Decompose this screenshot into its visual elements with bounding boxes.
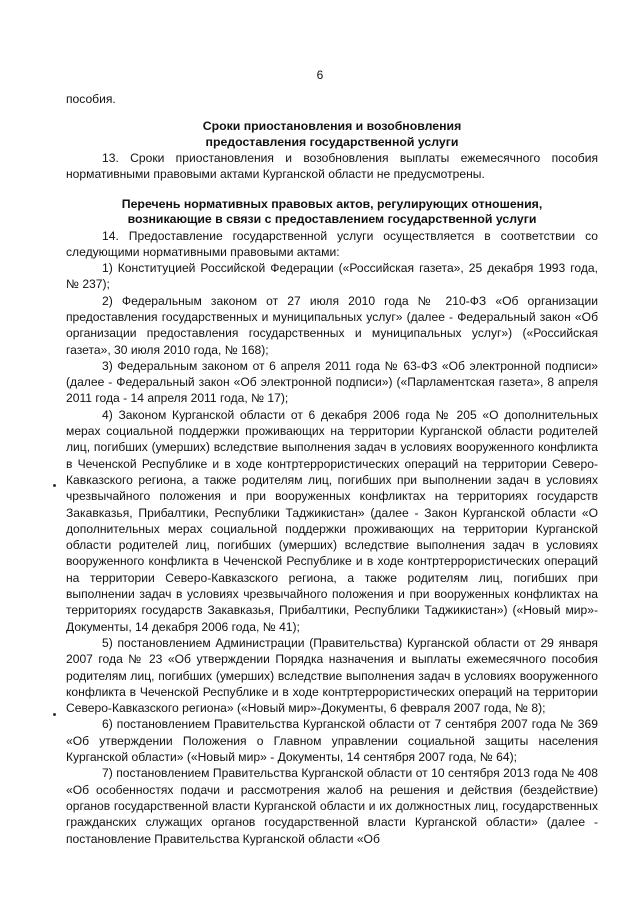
section-heading-legal-acts: [66, 197, 598, 228]
list-item-resolution-23: 5) постановлением Администрации (Правительства) Курганской области от 29 января 2007 года № 23 «Об утверждении Порядка назначения и выплаты ежемесячного пособия родителям лиц, погибших (умерших) вследствие выполнения задач в условиях вооруженного конфликта в Чеченской Республике и в ходе контртеррористических операций на территории Северо-Кавказского региона» («Новый мир»-Документы, 6 февраля 2007 года, № 8);: [66, 635, 598, 716]
heading-line: Перечень нормативных правовых актов, регулирующих отношения,: [121, 196, 543, 211]
paragraph-13: 13. Сроки приостановления и возобновления выплаты ежемесячного пособия нормативными правовыми актами Курганской области не предусмотрены.: [66, 151, 598, 182]
list-item-federal-law-63: 3) Федеральным законом от 6 апреля 2011 года № 63-ФЗ «Об электронной подписи» (далее - Федеральный закон «Об электронной подписи») («Парламентская газета», 8 апреля 2011 года - 14 апреля 2011 года, № 17);: [66, 358, 598, 406]
binder-hole-mark: [53, 484, 56, 487]
page-number: 6: [316, 68, 324, 82]
document-body: [66, 91, 598, 847]
list-item-regional-law-205: 4) Законом Курганской области от 6 декабря 2006 года № 205 «О дополнительных мерах социальной поддержки проживающих на территории Курганской области родителей лиц, погибших (умерших) вследствие выполнения задач в условиях вооруженного конфликта в Чеченской Республике и в ходе контртеррористических операций на территории Северо-Кавказского региона, а также родителям лиц, погибших при выполнении задач в условиях чрезвычайного положения и при вооруженных конфликтах на территориях государств Закавказья, Прибалтики, Республики Таджикистан» (далее - Закон Курганской области «О дополнительных мерах социальной поддержки проживающих на территории Курганской области родителей лиц, погибших (умерших) вследствие выполнения задач в условиях вооруженного конфликта в Чеченской Республике и в ходе контртеррористических операций на территории Северо-Кавказского региона, а также родителям лиц, погибших при выполнении задач в условиях чрезвычайного положения и при вооруженных конфликтах на территориях государств Закавказья, Прибалтики, Республики Таджикистан») («Новый мир»-Документы, 14 декабря 2006 года, № 41);: [66, 407, 598, 634]
list-item-resolution-408: 7) постановлением Правительства Курганской области от 10 сентября 2013 года № 408 «Об особенностях подачи и рассмотрения жалоб на решения и действия (бездействие) органов государственной власти Курганской области и их должностных лиц, государственных гражданских служащих органов государственной власти Курганской области» (далее - постановление Правительства Курганской области «Об: [66, 766, 598, 846]
heading-line: Сроки приостановления и возобновления: [202, 119, 462, 134]
list-item-constitution: 1) Конституцией Российской Федерации («Российская газета», 25 декабря 1993 года, № 237);: [66, 261, 598, 292]
list-item-resolution-369: 6) постановлением Правительства Курганской области от 7 сентября 2007 года № 369 «Об утверждении Положения о Главном управлении социальной защиты населения Курганской области» («Новый мир» - Документы, 14 сентября 2007 года, № 64);: [66, 717, 598, 765]
heading-line: возникающие в связи с предоставлением государственной услуги: [127, 212, 537, 227]
binder-hole-mark: [53, 713, 56, 716]
heading-line: предоставления государственной услуги: [205, 134, 459, 149]
continuation-text: пособия.: [66, 92, 116, 106]
section-heading-suspension: [66, 119, 598, 150]
paragraph-14: 14. Предоставление государственной услуги осуществляется в соответствии со следующими нормативными правовыми актами:: [66, 228, 598, 259]
list-item-federal-law-210: 2) Федеральным законом от 27 июля 2010 года № 210-ФЗ «Об организации предоставления государственных и муниципальных услуг» (далее - Федеральный закон «Об организации предоставления государственных и муниципальных услуг») («Российская газета», 30 июля 2010 года, № 168);: [66, 293, 598, 357]
